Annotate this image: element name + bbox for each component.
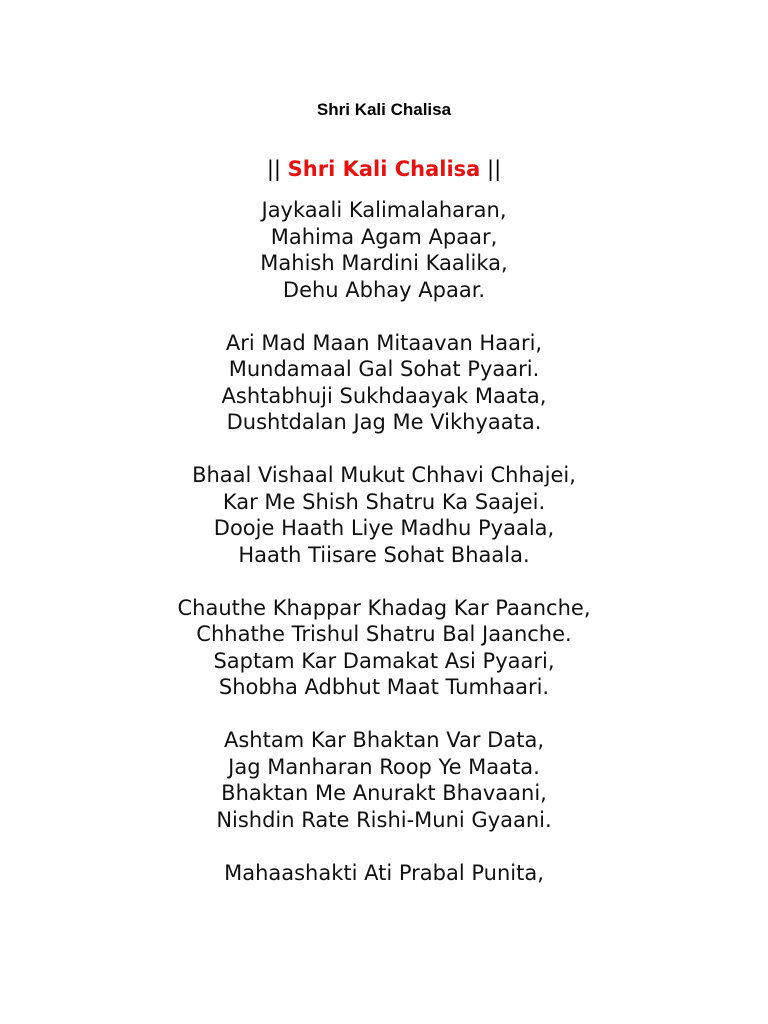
- verse-line: Jaykaali Kalimalaharan,: [261, 198, 507, 222]
- verse-line: Ashtam Kar Bhaktan Var Data,: [224, 728, 544, 752]
- verse-line: Mahish Mardini Kaalika,: [260, 251, 508, 275]
- verse-line: Bhaktan Me Anurakt Bhavaani,: [221, 781, 547, 805]
- heading-prefix: ||: [266, 157, 288, 181]
- verse-line: Jag Manharan Roop Ye Maata.: [228, 754, 540, 779]
- verse-line: Chhathe Trishul Shatru Bal Jaanche.: [196, 622, 572, 646]
- heading-text: Shri Kali Chalisa: [287, 157, 481, 181]
- verse-line: Nishdin Rate Rishi-Muni Gyaani.: [216, 807, 552, 832]
- stanza: [0, 330, 768, 436]
- heading-suffix: ||: [480, 157, 502, 181]
- chalisa-heading: [0, 154, 768, 184]
- verse-line: Ashtabhuji Sukhdaayak Maata,: [221, 383, 547, 408]
- verse-line: Dehu Abhay Apaar.: [282, 277, 486, 302]
- verse-line: Mahaashakti Ati Prabal Punita,: [224, 860, 544, 885]
- verse-line: Bhaal Vishaal Mukut Chhavi Chhajei,: [192, 463, 576, 487]
- verse-line: Mahima Agam Apaar,: [270, 224, 498, 249]
- verse-line: Chauthe Khappar Khadag Kar Paanche,: [177, 595, 591, 620]
- verse-line: Dushtdalan Jag Me Vikhyaata.: [226, 410, 542, 434]
- verse-line: Dooje Haath Liye Madhu Pyaala,: [213, 516, 555, 540]
- verse-line: Kar Me Shish Shatru Ka Saajei.: [222, 489, 546, 514]
- stanza: [0, 197, 768, 303]
- verse-line: Haath Tiisare Sohat Bhaala.: [238, 542, 530, 567]
- verse-line: Shobha Adbhut Maat Tumhaari.: [218, 675, 550, 699]
- verse-line: Saptam Kar Damakat Asi Pyaari,: [213, 648, 555, 673]
- stanza: [0, 462, 768, 568]
- verses-container: [0, 197, 768, 913]
- verse-line: Ari Mad Maan Mitaavan Haari,: [225, 330, 543, 355]
- stanza: [0, 727, 768, 833]
- stanza: [0, 860, 768, 887]
- verse-line: Mundamaal Gal Sohat Pyaari.: [228, 357, 540, 381]
- document-title: Shri Kali Chalisa: [316, 100, 452, 119]
- stanza: [0, 595, 768, 701]
